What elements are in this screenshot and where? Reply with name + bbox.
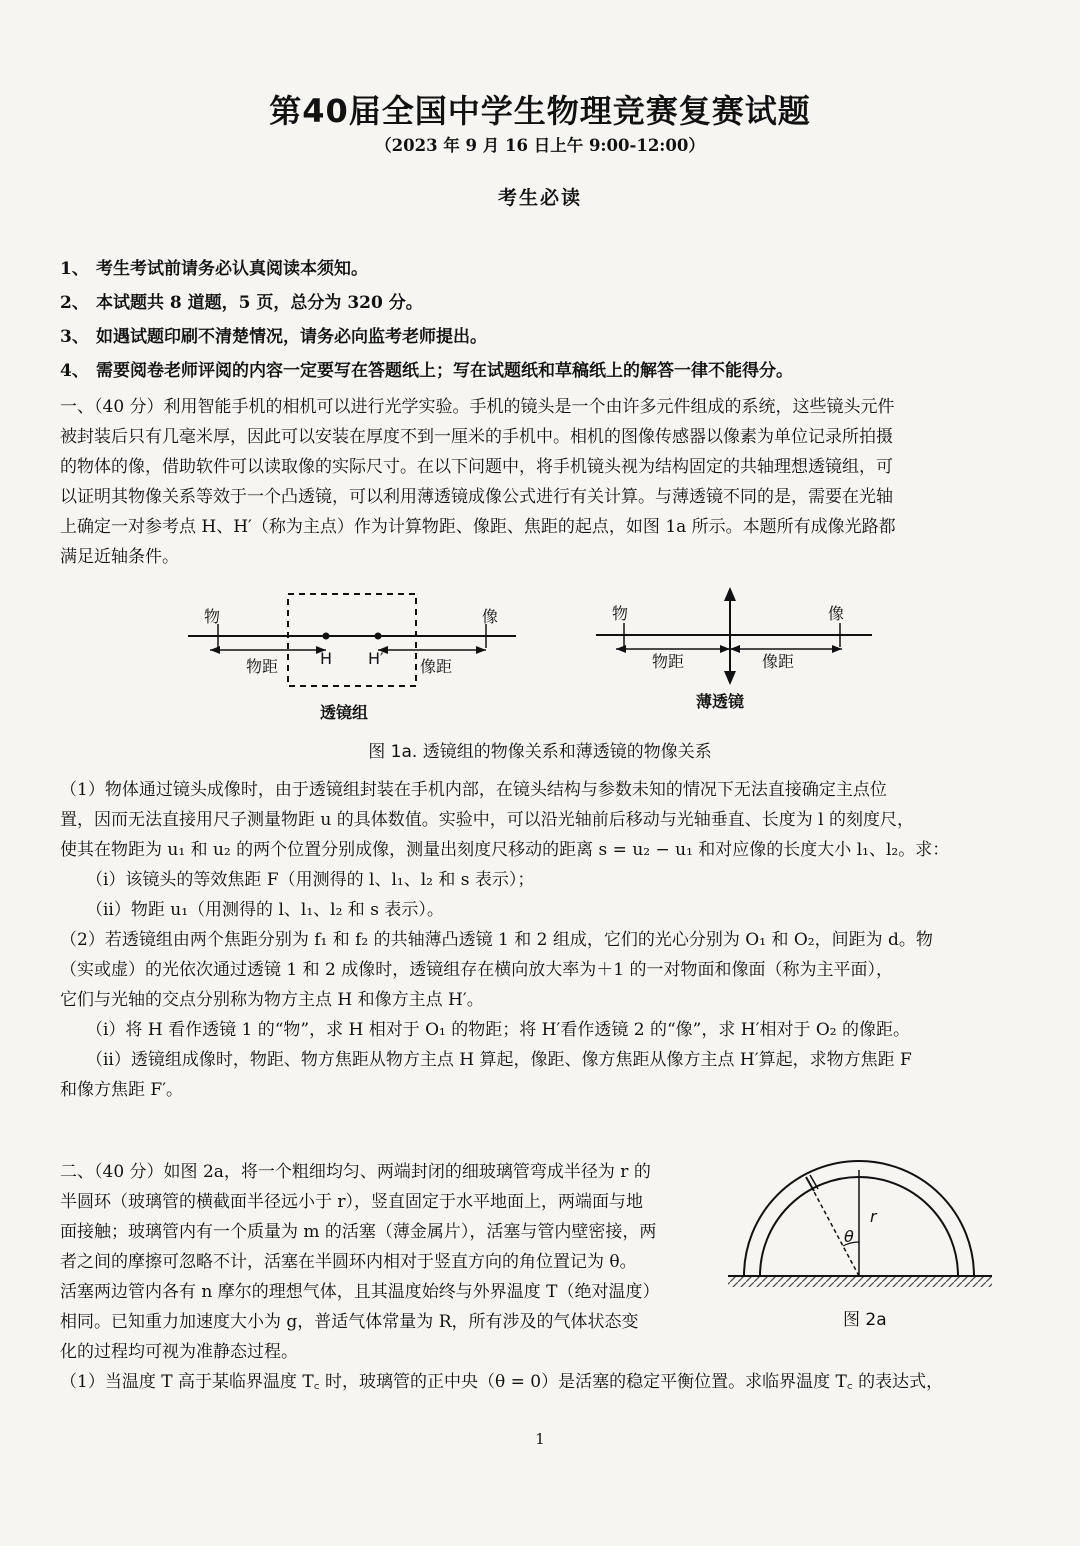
arrow-head-icon — [730, 645, 740, 653]
radius-r-label: r — [870, 1207, 877, 1226]
angle-theta-label: θ — [844, 1227, 854, 1246]
notice-list — [60, 252, 1020, 388]
notice-text: 本试题共 8 道题，5 页，总分为 320 分。 — [96, 293, 423, 313]
notice-item — [60, 354, 1020, 388]
object-label: 物 — [612, 604, 629, 623]
text-line: 一、（40 分）利用智能手机的相机可以进行光学实验。手机的镜头是一个由许多元件组成的系统，这些镜头元件 — [60, 397, 895, 417]
notice-heading: 考生必读 — [497, 187, 582, 209]
lens-arrow-up-icon — [724, 587, 736, 601]
principal-point-h — [323, 633, 330, 640]
text-line: （1）当温度 T 高于某临界温度 T꜀ 时，玻璃管的正中央（θ = 0）是活塞的稳定平衡位置。求临界温度 T꜀ 的表达式， — [60, 1372, 944, 1392]
page-number: 1 — [535, 1430, 545, 1448]
text-line: （1）物体通过镜头成像时，由于透镜组封装在手机内部，在镜头结构与参数未知的情况下无法直接确定主点位 — [60, 780, 887, 800]
text-line: 二、（40 分）如图 2a，将一个粗细均匀、两端封闭的细玻璃管弯成半径为 r 的 — [60, 1162, 651, 1182]
notice-number: 1、 — [60, 259, 89, 279]
notice-item — [60, 252, 1020, 286]
text-line: 者之间的摩擦可忽略不计，活塞在半圆环内相对于竖直方向的角位置记为 θ。 — [60, 1252, 637, 1272]
object-distance-label: 物距 — [246, 657, 279, 676]
notice-item — [60, 286, 1020, 320]
lens-arrow-down-icon — [724, 671, 736, 685]
arrow-head-icon — [720, 645, 730, 653]
image-distance-label: 像距 — [762, 652, 795, 671]
lens-group-caption: 透镜组 — [320, 703, 369, 722]
object-distance-label: 物距 — [652, 652, 685, 671]
text-line: 满足近轴条件。 — [60, 547, 179, 567]
image-distance-label: 像距 — [420, 657, 453, 676]
exam-date: （2023 年 9 月 16 日上午 9:00-12:00） — [375, 136, 705, 155]
text-line: （实或虚）的光依次通过透镜 1 和 2 成像时，透镜组存在横向放大率为＋1 的一对物面和像面（称为主平面）， — [60, 960, 893, 980]
text-line: 和像方焦距 F′。 — [60, 1080, 184, 1100]
text-line: 的物体的像，借助软件可以读取像的实际尺寸。在以下问题中，将手机镜头视为结构固定的共轴理想透镜组，可 — [60, 457, 893, 477]
figure-1a-lens-group — [180, 590, 530, 730]
notice-item — [60, 320, 1020, 354]
lens-group-box — [288, 594, 416, 686]
text-line: 以证明其物像关系等效于一个凸透镜，可以利用薄透镜成像公式进行有关计算。与薄透镜不同的是，需要在光轴 — [60, 487, 893, 507]
image-label: 像 — [482, 607, 499, 626]
arrow-head-icon — [210, 646, 220, 654]
notice-number: 2、 — [60, 293, 89, 313]
figure-2a-caption: 图 2a — [843, 1310, 887, 1330]
thin-lens-caption: 薄透镜 — [696, 692, 745, 711]
text-line: （ii）物距 u₁（用测得的 l、l₁、l₂ 和 s 表示）。 — [86, 900, 444, 920]
text-line: 上确定一对参考点 H、H′（称为主点）作为计算物距、像距、焦距的起点，如图 1a 所示。本题所有成像光路都 — [60, 517, 896, 537]
text-line: 相同。已知重力加速度大小为 g，普适气体常量为 R，所有涉及的气体状态变 — [60, 1312, 639, 1332]
principal-point-h-prime — [375, 633, 382, 640]
text-line: 化的过程均可视为准静态过程。 — [60, 1342, 298, 1362]
principal-point-h-label: H — [320, 649, 333, 668]
text-line: （2）若透镜组由两个焦距分别为 f₁ 和 f₂ 的共轴薄凸透镜 1 和 2 组成，它们的光心分别为 O₁ 和 O₂，间距为 d。物 — [60, 930, 933, 950]
object-label: 物 — [204, 607, 221, 626]
notice-text: 需要阅卷老师评阅的内容一定要写在答题纸上；写在试题纸和草稿纸上的解答一律不能得分。 — [96, 361, 793, 381]
problem1-intro — [60, 392, 1020, 572]
text-line: 它们与光轴的交点分别称为物方主点 H 和像方主点 H′。 — [60, 990, 484, 1010]
text-line: 使其在物距为 u₁ 和 u₂ 的两个位置分别成像，测量出刻度尺移动的距离 s = u₂ − u₁ 和对应像的长度大小 l₁、l₂。求： — [60, 840, 950, 860]
figure-1a-thin-lens — [590, 585, 880, 720]
text-line: （ii）透镜组成像时，物距、物方焦距从物方主点 H 算起，像距、像方焦距从像方主点 H′算起，求物方焦距 F — [86, 1050, 912, 1070]
notice-text: 考生考试前请务必认真阅读本须知。 — [96, 259, 368, 279]
text-line: 被封装后只有几毫米厚，因此可以安装在厚度不到一厘米的手机中。相机的图像传感器以像素为单位记录所拍摄 — [60, 427, 893, 447]
text-line: 半圆环（玻璃管的横截面半径远小于 r），竖直固定于水平地面上，两端面与地 — [60, 1192, 644, 1212]
problem2-intro — [60, 1157, 720, 1367]
notice-number: 3、 — [60, 327, 89, 347]
figure-2a-semicircular-tube — [722, 1162, 997, 1302]
notice-number: 4、 — [60, 361, 89, 381]
text-line: （i）将 H 看作透镜 1 的“物”，求 H 相对于 O₁ 的物距；将 H′看作透镜 2 的“像”，求 H′相对于 O₂ 的像距。 — [86, 1020, 911, 1040]
text-line: （i）该镜头的等效焦距 F（用测得的 l、l₁、l₂ 和 s 表示）； — [86, 870, 535, 890]
problem2-questions — [60, 1367, 1020, 1397]
text-line: 面接触；玻璃管内有一个质量为 m 的活塞（薄金属片），活塞与管内壁密接，两 — [60, 1222, 657, 1242]
problem1-questions — [60, 775, 1020, 1105]
text-line: 活塞两边管内各有 n 摩尔的理想气体，且其温度始终与外界温度 T（绝对温度） — [60, 1282, 660, 1302]
ground-hatching — [728, 1277, 992, 1287]
principal-point-h-prime-label: H′ — [368, 649, 384, 668]
arrow-head-icon — [476, 646, 486, 654]
arrow-head-icon — [616, 645, 626, 653]
text-line: 置，因而无法直接用尺子测量物距 u 的具体数值。实验中，可以沿光轴前后移动与光轴垂直、长度为 l 的刻度尺， — [60, 810, 914, 830]
image-label: 像 — [828, 604, 845, 623]
notice-text: 如遇试题印刷不清楚情况，请务必向监考老师提出。 — [96, 327, 487, 347]
page-title: 第40届全国中学生物理竞赛复赛试题 — [269, 92, 811, 130]
figure-1a-caption: 图 1a. 透镜组的物像关系和薄透镜的物像关系 — [368, 742, 712, 762]
